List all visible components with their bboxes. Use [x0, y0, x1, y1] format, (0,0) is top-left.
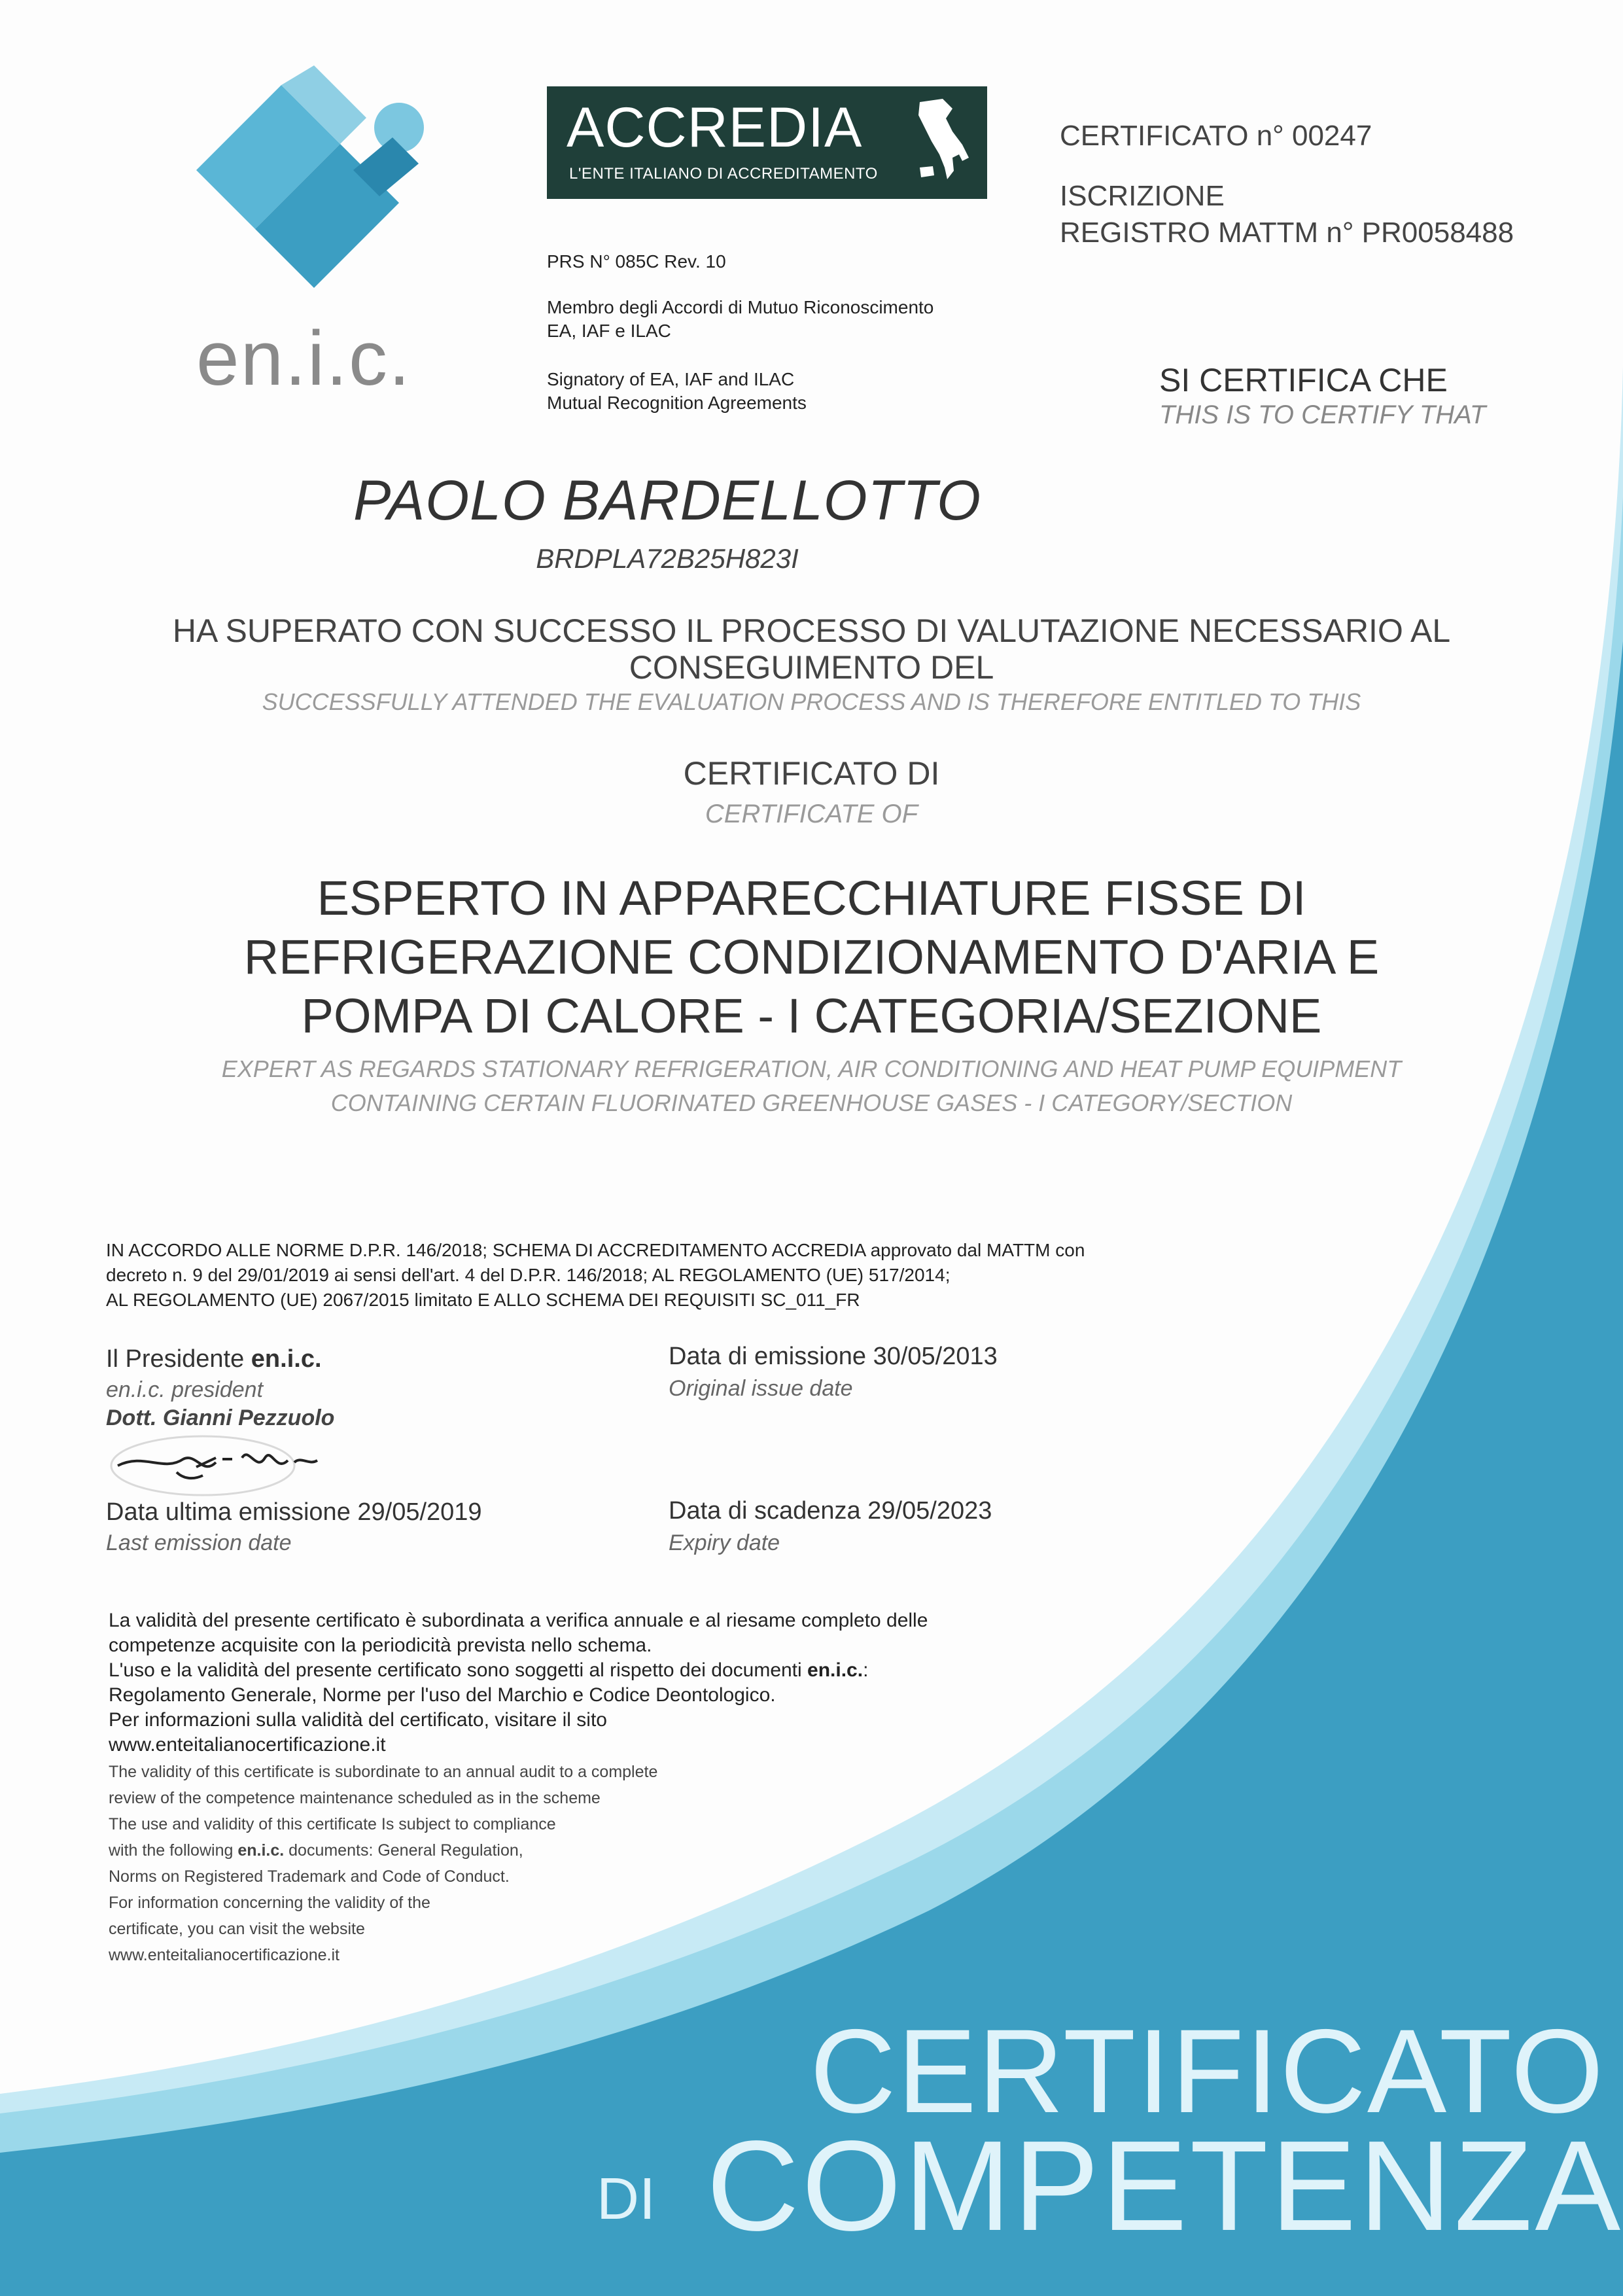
italy-map-icon — [907, 96, 972, 187]
expiry-date: Data di scadenza 29/05/2023 — [669, 1497, 992, 1525]
accredia-member-en-1: Signatory of EA, IAF and ILAC — [547, 369, 795, 389]
validity-en-7: certificate, you can visit the website — [109, 1920, 365, 1938]
footer-title-line-1: CERTIFICATO — [810, 2004, 1605, 2138]
validity-en-5: Norms on Registered Trademark and Code of Conduct. — [109, 1867, 510, 1886]
validity-it-6: www.enteitalianocertificazione.it — [109, 1734, 386, 1756]
president-brand: en.i.c. — [251, 1345, 322, 1373]
validity-en-2: review of the competence maintenance scheduled as in the scheme — [109, 1789, 601, 1807]
registry-line-2: REGISTRO MATTM n° PR0058488 — [1060, 217, 1514, 249]
validity-it-5: Per informazioni sulla validità del certificato, visitare il sito — [109, 1709, 607, 1731]
validity-it-1: La validità del presente certificato è subordinata a verifica annuale e al riesame completo delle — [109, 1610, 928, 1631]
accredia-logo — [547, 86, 987, 199]
accredia-prs: PRS N° 085C Rev. 10 — [547, 251, 726, 272]
qualification-line-3: POMPA DI CALORE - I CATEGORIA/SEZIONE — [301, 989, 1322, 1043]
accredia-subtitle: L'ENTE ITALIANO DI ACCREDITAMENTO — [569, 165, 878, 183]
certify-en: THIS IS TO CERTIFY THAT — [1159, 400, 1486, 429]
last-emission-date-en: Last emission date — [106, 1530, 292, 1555]
validity-en-1: The validity of this certificate is subordinate to an annual audit to a complete — [109, 1763, 658, 1781]
issue-date-en: Original issue date — [669, 1376, 853, 1401]
validity-it-2: competenze acquisite con la periodicità prevista nello schema. — [109, 1634, 652, 1656]
passed-it-line-1: HA SUPERATO CON SUCCESSO IL PROCESSO DI VALUTAZIONE NECESSARIO AL — [172, 612, 1451, 649]
handwritten-signature — [105, 1426, 353, 1505]
footer-title-line-2: COMPETENZA — [707, 2114, 1623, 2257]
validity-en-8: www.enteitalianocertificazione.it — [109, 1946, 340, 1964]
president-label: Il Presidente en.i.c. — [106, 1345, 322, 1373]
qualification-en-1: EXPERT AS REGARDS STATIONARY REFRIGERATION, AIR CONDITIONING AND HEAT PUMP EQUIPMENT — [221, 1055, 1402, 1082]
passed-it-line-2: CONSEGUIMENTO DEL — [629, 649, 994, 686]
holder-name: PAOLO BARDELLOTTO — [353, 469, 982, 532]
accredia-member-it-2: EA, IAF e ILAC — [547, 321, 671, 341]
registry-line-1: ISCRIZIONE — [1060, 180, 1225, 212]
qualification-line-1: ESPERTO IN APPARECCHIATURE FISSE DI — [317, 871, 1306, 925]
validity-it-4: Regolamento Generale, Norme per l'uso del Marchio e Codice Deontologico. — [109, 1684, 776, 1706]
accredia-member-it-1: Membro degli Accordi di Mutuo Riconoscimento — [547, 297, 934, 317]
footer-di: DI — [597, 2166, 655, 2232]
validity-en-4: with the following en.i.c. documents: General Regulation, — [109, 1841, 523, 1860]
enic-wordmark: en.i.c. — [196, 315, 411, 402]
accredia-member-en-2: Mutual Recognition Agreements — [547, 393, 807, 413]
norms-line-1: IN ACCORDO ALLE NORME D.P.R. 146/2018; SCHEMA DI ACCREDITAMENTO ACCREDIA approvato dal MATTM con — [106, 1240, 1085, 1260]
certificate-number: CERTIFICATO n° 00247 — [1060, 120, 1372, 152]
qualification-line-2: REFRIGERAZIONE CONDIZIONAMENTO D'ARIA E — [243, 930, 1380, 984]
expiry-date-en: Expiry date — [669, 1530, 780, 1555]
president-en: en.i.c. president — [106, 1377, 264, 1402]
last-emission-date: Data ultima emissione 29/05/2019 — [106, 1498, 482, 1526]
norms-line-3: AL REGOLAMENTO (UE) 2067/2015 limitato E ALLO SCHEMA DEI REQUISITI SC_011_FR — [106, 1290, 860, 1310]
president-name: Dott. Gianni Pezzuolo — [106, 1405, 335, 1430]
enic-logo-icon — [183, 65, 445, 314]
certificate-of-en: CERTIFICATE OF — [705, 800, 918, 828]
qualification-en-2: CONTAINING CERTAIN FLUORINATED GREENHOUSE GASES - I CATEGORY/SECTION — [330, 1089, 1293, 1116]
norms-line-2: decreto n. 9 del 29/01/2019 ai sensi dell'art. 4 del D.P.R. 146/2018; AL REGOLAMENTO (UE) 517/2014; — [106, 1265, 951, 1285]
validity-it-3: L'uso e la validità del presente certificato sono soggetti al rispetto dei documenti en.i.c.: — [109, 1659, 869, 1681]
validity-en-6: For information concerning the validity of the — [109, 1894, 430, 1912]
certificate-of-it: CERTIFICATO DI — [683, 755, 940, 792]
holder-tax-code: BRDPLA72B25H823I — [536, 543, 799, 574]
certify-it: SI CERTIFICA CHE — [1159, 362, 1448, 398]
accredia-title: ACCREDIA — [567, 96, 863, 159]
passed-en: SUCCESSFULLY ATTENDED THE EVALUATION PROCESS AND IS THEREFORE ENTITLED TO THIS — [262, 688, 1361, 715]
issue-date: Data di emissione 30/05/2013 — [669, 1343, 998, 1370]
validity-en-3: The use and validity of this certificate Is subject to compliance — [109, 1815, 556, 1833]
